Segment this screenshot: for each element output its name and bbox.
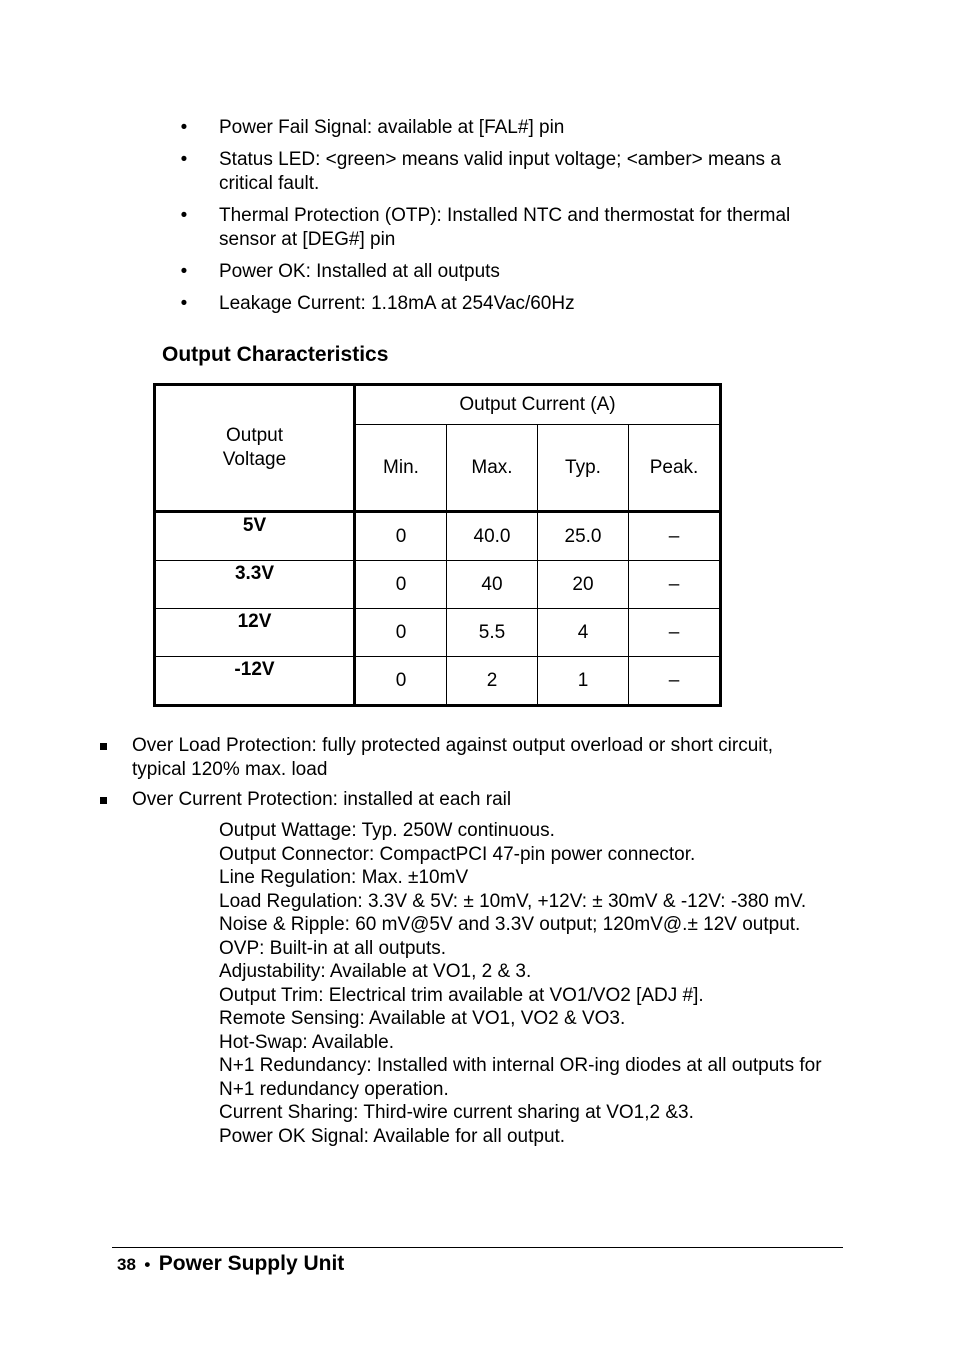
bullet-glyph: • [180,261,188,282]
bullet-item [0,116,839,140]
peak-header: Peak. [629,425,721,512]
bullet-item [0,734,832,782]
bullet-text: Status LED: <green> means valid input voltage; <amber> means a critical fault. [219,149,781,194]
max-cell: 5.5 [447,609,538,657]
spec-line: Remote Sensing: Available at VO1, VO2 & VO3. [219,1008,626,1029]
bullet-item [0,260,839,284]
typ-header: Typ. [538,425,629,512]
output-current-header: Output Current (A) [355,385,721,425]
table-row [155,657,721,706]
voltage-cell: 3.3V [155,561,355,609]
table-row [155,512,721,561]
spec-line: Noise & Ripple: 60 mV@5V and 3.3V output; 120mV@.± 12V output. [219,914,801,935]
spec-line: N+1 Redundancy: Installed with internal OR-ing diodes at all outputs for N+1 redundancy operation. [219,1055,822,1100]
min-cell: 0 [355,609,447,657]
page-footer [117,1252,344,1276]
section-heading: Output Characteristics [162,343,389,366]
spec-line: Line Regulation: Max. ±10mV [219,867,469,888]
bullet-glyph: • [180,117,188,138]
output-voltage-header [155,385,355,512]
spec-line: Output Connector: CompactPCI 47-pin power connector. [219,843,696,865]
voltage-cell: -12V [155,657,355,706]
footer-divider [112,1247,843,1248]
spec-line: Output Trim: Electrical trim available at VO1/VO2 [ADJ #]. [219,984,704,1006]
bullet-text: Over Current Protection: installed at each rail [132,789,512,810]
peak-cell: – [629,512,721,561]
page-number: 38 [117,1255,136,1274]
spec-list [219,819,844,1148]
spec-line: OVP: Built-in at all outputs. [219,937,447,959]
typ-cell: 20 [538,561,629,609]
typ-cell: 4 [538,609,629,657]
max-cell: 40.0 [447,512,538,561]
protection-bullet-list [0,734,954,818]
min-cell: 0 [355,657,447,706]
output-characteristics-table [153,383,722,707]
bullet-glyph: • [180,149,188,170]
voltage-cell: 12V [155,609,355,657]
spec-line: Power OK Signal: Available for all output. [219,1125,566,1147]
footer-separator: • [144,1255,151,1274]
min-cell: 0 [355,512,447,561]
spec-line: Output Wattage: Typ. 250W continuous. [219,820,555,841]
output-voltage-header-line1: Output [225,425,284,446]
bullet-item [0,204,839,252]
peak-cell: – [629,657,721,706]
bullet-item [0,292,839,316]
bullet-text: Power OK: Installed at all outputs [219,261,500,282]
spec-line: Load Regulation: 3.3V & 5V: ± 10mV, +12V: ± 30mV & -12V: -380 mV. [219,890,807,912]
min-cell: 0 [355,561,447,609]
bullet-glyph: • [180,293,188,314]
bullet-glyph: • [180,205,188,226]
bullet-text: Leakage Current: 1.18mA at 254Vac/60Hz [219,293,575,314]
bullet-item [0,788,832,812]
max-header: Max. [447,425,538,512]
spec-line: Current Sharing: Third-wire current sharing at VO1,2 &3. [219,1102,694,1123]
footer-chapter-title: Power Supply Unit [158,1252,345,1275]
typ-cell: 1 [538,657,629,706]
table-row [155,561,721,609]
table-row [155,609,721,657]
peak-cell: – [629,609,721,657]
square-bullet-icon [100,797,107,804]
peak-cell: – [629,561,721,609]
max-cell: 40 [447,561,538,609]
bullet-item [0,148,839,196]
bullet-text: Over Load Protection: fully protected against output overload or short circuit, typical 120% max. load [132,735,774,780]
bullet-text: Power Fail Signal: available at [FAL#] pin [219,117,565,138]
min-header: Min. [355,425,447,512]
spec-line: Hot-Swap: Available. [219,1031,394,1053]
bullet-text: Thermal Protection (OTP): Installed NTC and thermostat for thermal sensor at [DEG#] pin [219,205,791,250]
voltage-cell: 5V [155,512,355,561]
output-voltage-header-line2: Voltage [222,449,287,470]
max-cell: 2 [447,657,538,706]
square-bullet-icon [100,743,107,750]
typ-cell: 25.0 [538,512,629,561]
spec-line: Adjustability: Available at VO1, 2 & 3. [219,961,532,982]
feature-bullet-list [0,116,954,324]
